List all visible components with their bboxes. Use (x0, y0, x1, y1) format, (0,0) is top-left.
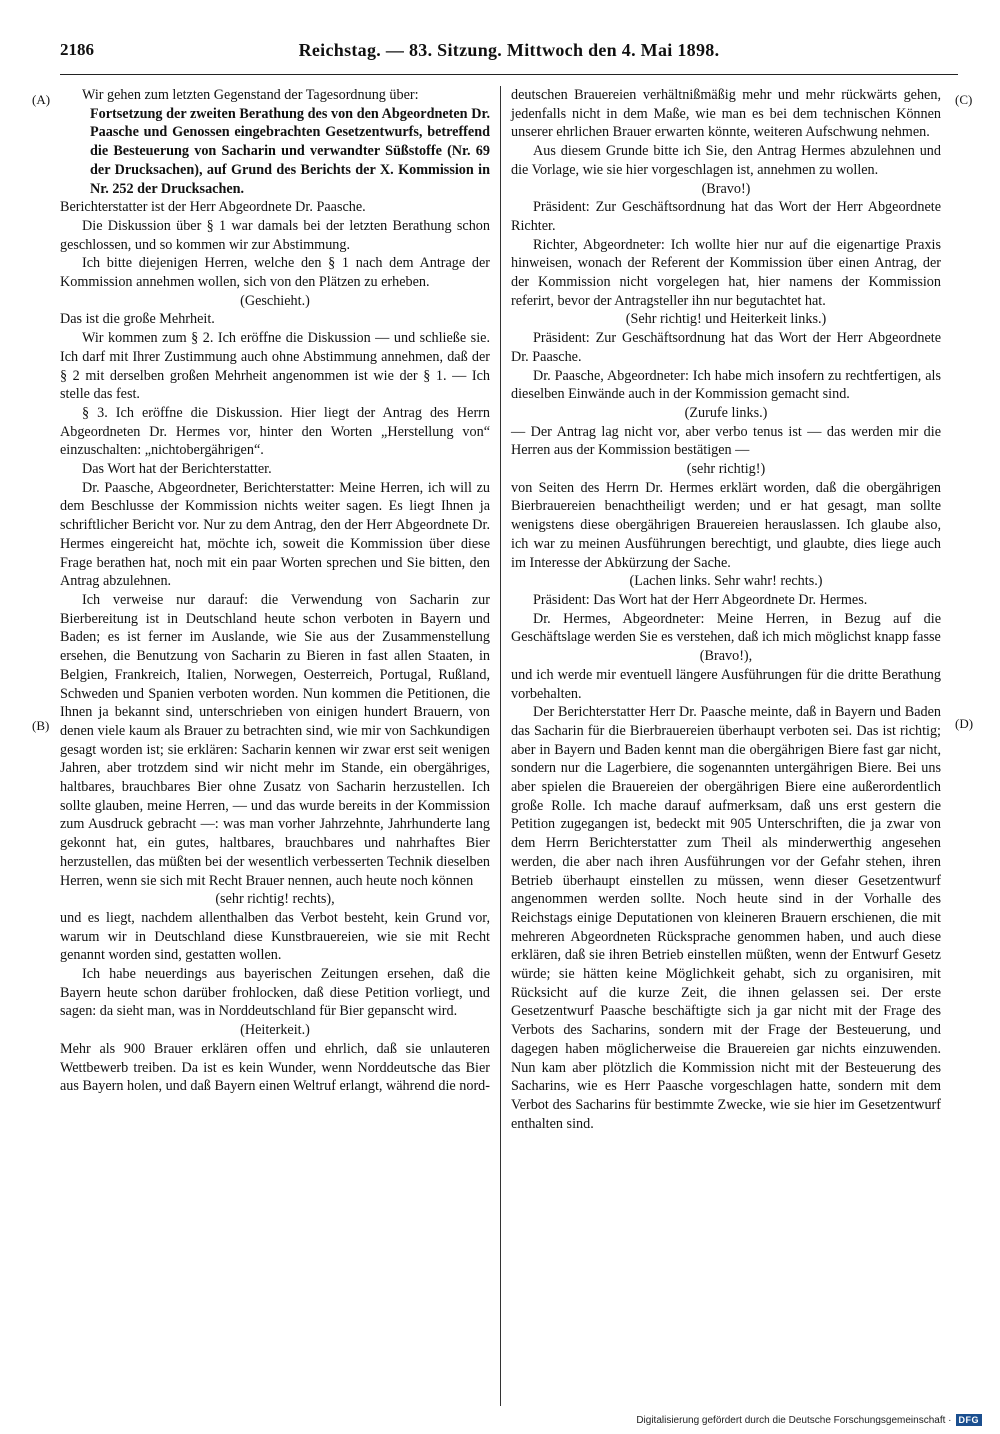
page-number: 2186 (60, 40, 94, 59)
interjection: (sehr richtig! rechts), (215, 891, 335, 908)
speech: Präsident: Zur Geschäftsordnung hat das Wort der Herr Abgeordnete Richter. (511, 199, 941, 234)
paragraph: und es liegt, nachdem allenthalben das Verbot besteht, kein Grund vor, warum wir in Deutschland diese Kunstbrauereien, wie sie mit Recht genannt worden sind, gestatten wollen. (60, 909, 490, 964)
paragraph: Die Diskussion über § 1 war damals bei der letzten Berathung schon geschlossen, und so kommen wir zur Abstimmung. (60, 217, 490, 253)
margin-mark-a: (A) (32, 92, 51, 107)
dfg-logo: DFG (956, 1414, 983, 1426)
paragraph: Aus diesem Grunde bitte ich Sie, den Antrag Hermes abzulehnen und die Vorlage, wie sie hier vorgeschlagen ist, annehmen zu wollen. (511, 143, 941, 178)
paragraph: Ich bitte diejenigen Herren, welche den § 1 nach dem Antrage der Kommission annehmen wollen, sich von den Plätzen zu erheben. (60, 255, 490, 291)
interjection: (Sehr richtig! und Heiterkeit links.) (625, 311, 827, 328)
left-column (60, 86, 490, 1096)
interjection: (Zurufe links.) (684, 404, 768, 421)
paragraph: Wir gehen zum letzten Gegenstand der Tagesordnung über: (82, 87, 419, 103)
margin-mark-d: (D) (955, 716, 974, 731)
running-title: Reichstag. — 83. Sitzung. Mittwoch den 4. Mai 1898. (298, 40, 720, 60)
speech: Richter, Abgeordneter: Ich wollte hier nur auf die eigenartige Praxis hinweisen, wonach der Referent der Kommission über einen Antrag, der der Kommission nicht vorgelegen hat, hier namens der Kommission referirt, bevor der Antragsteller ihn nur begutachtet hat. (511, 236, 941, 309)
speech: Präsident: Zur Geschäftsordnung hat das Wort der Herr Abgeordnete Dr. Paasche. (511, 330, 941, 365)
paragraph: von Seiten des Herrn Dr. Hermes erklärt worden, daß die obergährigen Bierbrauereien benachtheiligt werden; und er hat gesagt, man sollte wenigstens diese obergährigen Brauereien herauslassen. Ich glaube also, ich war zu meinen Ausführungen berechtigt, und glaubte, dies liege auch im Interesse der Abkürzung der Sache. (511, 479, 941, 571)
column-divider (500, 86, 501, 1406)
margin-mark-b: (B) (32, 718, 50, 733)
paragraph: Der Berichterstatter Herr Dr. Paasche meinte, daß in Bayern und Baden das Sacharin für die Bierbrauereien überhaupt verboten sei. Das ist richtig; aber in Bayern und Baden kennt man die obergährigen Biere fast gar nicht, sondern nur die Lagerbiere, die sogenannten untergährigen Biere. Bei uns aber spielen die Brauereien der obergährigen Biere eine außerordentlich große Rolle. Ich mache darauf aufmerksam, daß uns erst gestern die Petition zugegangen ist, bedeckt mit 905 Unterschriften, die ja zwar von dem Herrn Berichterstatter zum Theil als minderwerthig angesehen werden, die aber nach ihren Ausführungen vor der Gefahr stehen, ihren Betrieb überhaupt einstellen zu müssen, wenn dieser Gesetzentwurf angenommen werden sollte. Noch heute sind in der Vorhalle des Reichstags einige Deputationen von kleineren Brauern erschienen, die mit mehreren Abgeordneten Rücksprache genommen haben, und auch diese erklären, daß sie ihren Betrieb einstellen müßten, wenn der Entwurf Gesetz würde; sie hätten keine Möglichkeit gehabt, sich zu organisiren, mit Rücksicht auf die kurze Zeit, die ihnen gelassen sei. Der erste Gesetzentwurf Paasche beschäftigte sich ja gar nicht mit der Frage des Verbots des Sacharins, sondern mit der Frage der Besteuerung, und dagegen haben möglicherweise die Brauereien gar nichts einzuwenden. Nun kam aber plötzlich die Kommission nicht mit der Besteuerung des Sacharins, wie es Herr Paasche vorgeschlagen hatte, sondern mit dem Verbot des Sacharins für bestimmte Zwecke, wie sie hier im Gesetzentwurf enthalten sind. (511, 704, 941, 1132)
paragraph: Mehr als 900 Brauer erklären offen und ehrlich, daß sie unlauteren Wettbewerb treiben. Da ist es kein Wunder, wenn Norddeutsche das Bier aus Bayern holen, und daß Bayern einen Weltruf erlangt, während die nord- (60, 1040, 490, 1095)
agenda-item: Fortsetzung der zweiten Berathung des von den Abgeordneten Dr. Paasche und Genossen eingebrachten Gesetzentwurfs, betreffend die Besteuerung von Sacharin und verwandter Süßstoffe (Nr. 69 der Drucksachen), auf Grund des Berichts der X. Kommission in Nr. 252 der Drucksachen. (90, 105, 490, 197)
paragraph: Ich verweise nur darauf: die Verwendung von Sacharin zur Bierbereitung ist in Deutschland heute schon verboten in Bayern und Baden; es ist ferner im Auslande, wie Sie aus der Zusammenstellung ersehen, die Benutzung von Sacharin zu Bieren in fast allen Staaten, in Belgien, Frankreich, Italien, Norwegen, Oesterreich, Portugal, Rußland, Schweden und Spanien verboten worden. Nun kommen die Petitionen, die Ihnen ja bekannt sind, unterschrieben von einigen hundert Brauern, von denen viele kaum als Brauer zu betrachten sind, wie mir von Sachkundigen gesagt worden ist; sie erklären: Sacharin kennen wir zwar erst seit wenigen Jahren, aber trotzdem sind wir nicht mehr im Stande, ein obergähriges, haltbares, brauchbares Bier ohne Zusatz von Sacharin herzustellen. Ich sollte glauben, meine Herren, — und das wurde bereits in der Kommission zum Ausdruck gebracht —: was man vorher Jahrzehnte, Jahrhunderte lang gekonnt hat, ein gutes, haltbares, brauchbares und nahrhaftes Bier herzustellen, das müßten bei der wesentlich verbesserten Technik dieselben Herren, wenn sie sich mit Recht Brauer nennen, auch heute noch können (60, 591, 490, 889)
speech: Präsident: Das Wort hat der Herr Abgeordnete Dr. Hermes. (533, 591, 868, 608)
interjection: (Geschieht.) (240, 292, 310, 309)
paragraph: Berichterstatter ist der Herr Abgeordnete Dr. Paasche. (60, 199, 366, 216)
header-rule (60, 74, 958, 75)
footer-credit (636, 1414, 982, 1426)
paragraph: Das Wort hat der Berichterstatter. (82, 461, 272, 478)
interjection: (Heiterkeit.) (240, 1022, 310, 1039)
margin-mark-c: (C) (955, 92, 973, 107)
paragraph: Das ist die große Mehrheit. (60, 311, 215, 328)
interjection: (Bravo!), (699, 648, 753, 665)
paragraph: — Der Antrag lag nicht vor, aber verbo tenus ist — das werden mir die Herren aus der Kommission bestätigen — (511, 423, 941, 459)
speech: Dr. Paasche, Abgeordneter: Ich habe mich insofern zu rechtfertigen, als dieselben Einwände auch in der Kommission gemacht sind. (511, 367, 941, 403)
right-column (511, 86, 941, 1133)
speech: Dr. Hermes, Abgeordneter: Meine Herren, in Bezug auf die Geschäftslage werden Sie es verstehen, daß ich mich möglichst knapp fasse (511, 610, 941, 646)
paragraph: Wir kommen zum § 2. Ich eröffne die Diskussion — und schließe sie. Ich darf mit Ihrer Zustimmung auch ohne Abstimmung annehmen, daß der § 2 mit derselben großen Mehrheit angenommen ist wie der § 1. — Ich stelle das fest. (60, 330, 490, 403)
speech: Dr. Paasche, Abgeordneter, Berichterstatter: Meine Herren, ich will zu dem Beschlusse der Kommission nichts weiter sagen. Es liegt Ihnen ja schriftlicher Bericht vor. Nur zu dem Antrag, den der Herr Abgeordnete Dr. Hermes eingereicht hat, möchte ich, soweit die Kommission über diese Frage berathen hat, noch mit ein paar Worten sprechen und Sie bitten, den Antrag abzulehnen. (60, 479, 490, 590)
paragraph: § 3. Ich eröffne die Diskussion. Hier liegt der Antrag des Herrn Abgeordneten Dr. Hermes vor, hinter den Worten „Herstellung von“ einzuschalten: „nichtobergährigen“. (60, 404, 490, 459)
paragraph: Ich habe neuerdings aus bayerischen Zeitungen ersehen, daß die Bayern heute schon darüber frohlocken, daß diese Petition vorliegt, und sagen: da sieht man, was in Norddeutschland für Bier gepanscht wird. (60, 966, 490, 1020)
interjection: (Lachen links. Sehr wahr! rechts.) (629, 573, 823, 590)
interjection: (Bravo!) (701, 180, 751, 197)
page-header (60, 38, 958, 68)
paragraph: deutschen Brauereien verhältnißmäßig mehr und mehr rückwärts gehen, jedenfalls nicht in dem Maße, wie man es bei dem technischen Können unserer ehrlichen Brauer erwarten könnte, weiteren Aufschwung nehmen. (511, 87, 941, 141)
interjection: (sehr richtig!) (686, 461, 766, 478)
paragraph: und ich werde mir eventuell längere Ausführungen für die dritte Berathung vorbehalten. (511, 666, 941, 702)
footer-credit-text: Digitalisierung gefördert durch die Deutsche Forschungsgemeinschaft · (636, 1414, 952, 1426)
